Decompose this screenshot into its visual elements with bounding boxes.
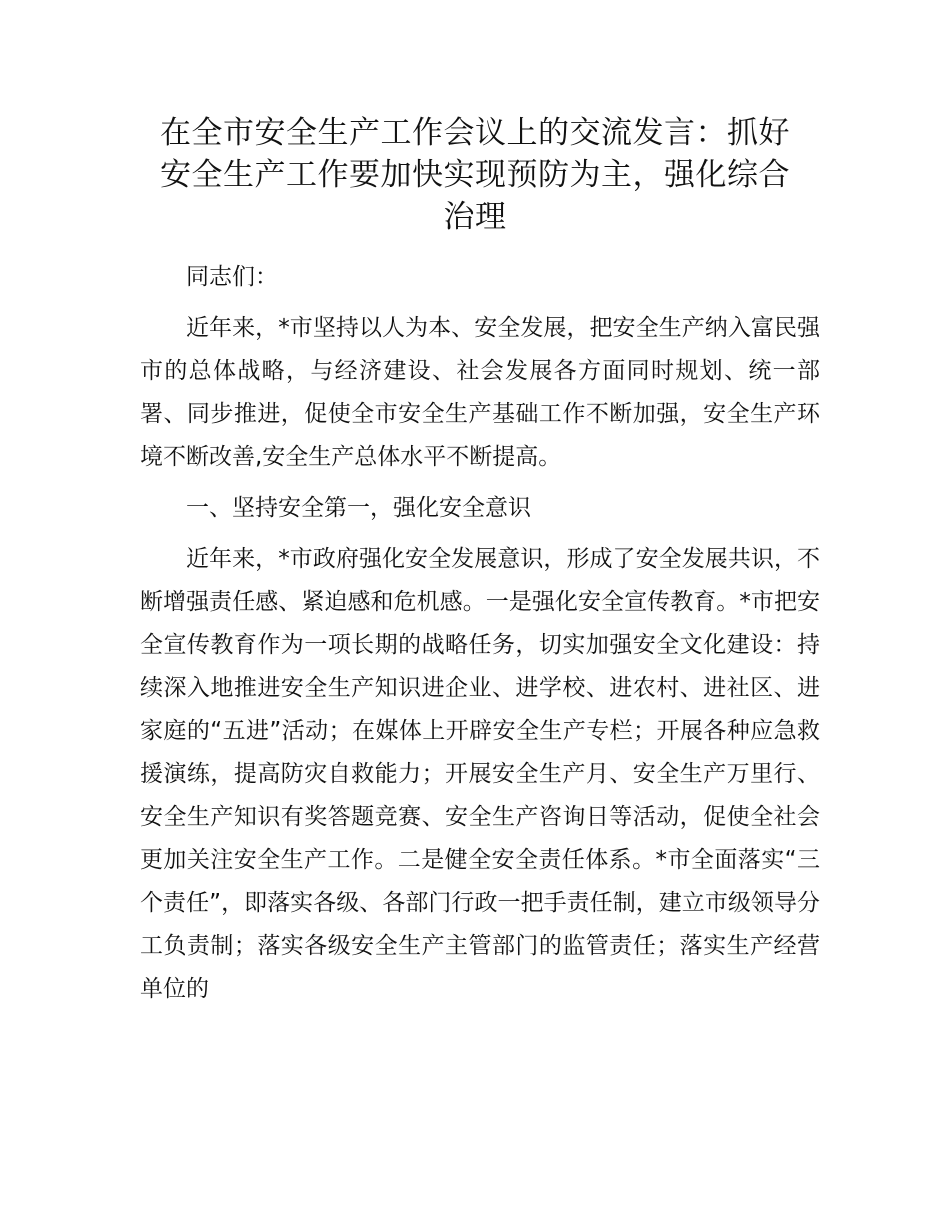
salutation: 同志们： bbox=[186, 264, 278, 290]
title-line-3: 治理 bbox=[443, 199, 507, 235]
document-title bbox=[130, 112, 820, 238]
title-line-2: 安全生产工作要加快实现预防为主，强化综合 bbox=[160, 157, 790, 193]
title-line-1: 在全市安全生产工作会议上的交流发言：抓好 bbox=[160, 115, 790, 151]
section-heading-1: 一、坚持安全第一，强化安全意识 bbox=[186, 495, 531, 521]
document-body bbox=[140, 256, 820, 1019]
section-1-paragraph: 近年来，*市政府强化安全发展意识，形成了安全发展共识，不断增强责任感、紧迫感和危机感。一是强化安全宣传教育。*市把安全宣传教育作为一项长期的战略任务，切实加强安全文化建设：持续深入地推进安全生产知识进企业、进学校、进农村、进社区、进家庭的“五进”活动；在媒体上开辟安全生产专栏；开展各种应急救援演练，提高防灾自救能力；开展安全生产月、安全生产万里行、安全生产知识有奖答题竞赛、安全生产咨询日等活动，促使全社会更加关注安全生产工作。二是健全安全责任体系。*市全面落实“三个责任”，即落实各级、各部门行政一把手责任制，建立市级领导分工负责制；落实各级安全生产主管部门的监管责任；落实生产经营单位的 bbox=[140, 546, 820, 1002]
intro-paragraph: 近年来，*市坚持以人为本、安全发展，把安全生产纳入富民强市的总体战略，与经济建设、社会发展各方面同时规划、统一部署、同步推进，促使全市安全生产基础工作不断加强，安全生产环境不断改善,安全生产总体水平不断提高。 bbox=[140, 315, 820, 470]
